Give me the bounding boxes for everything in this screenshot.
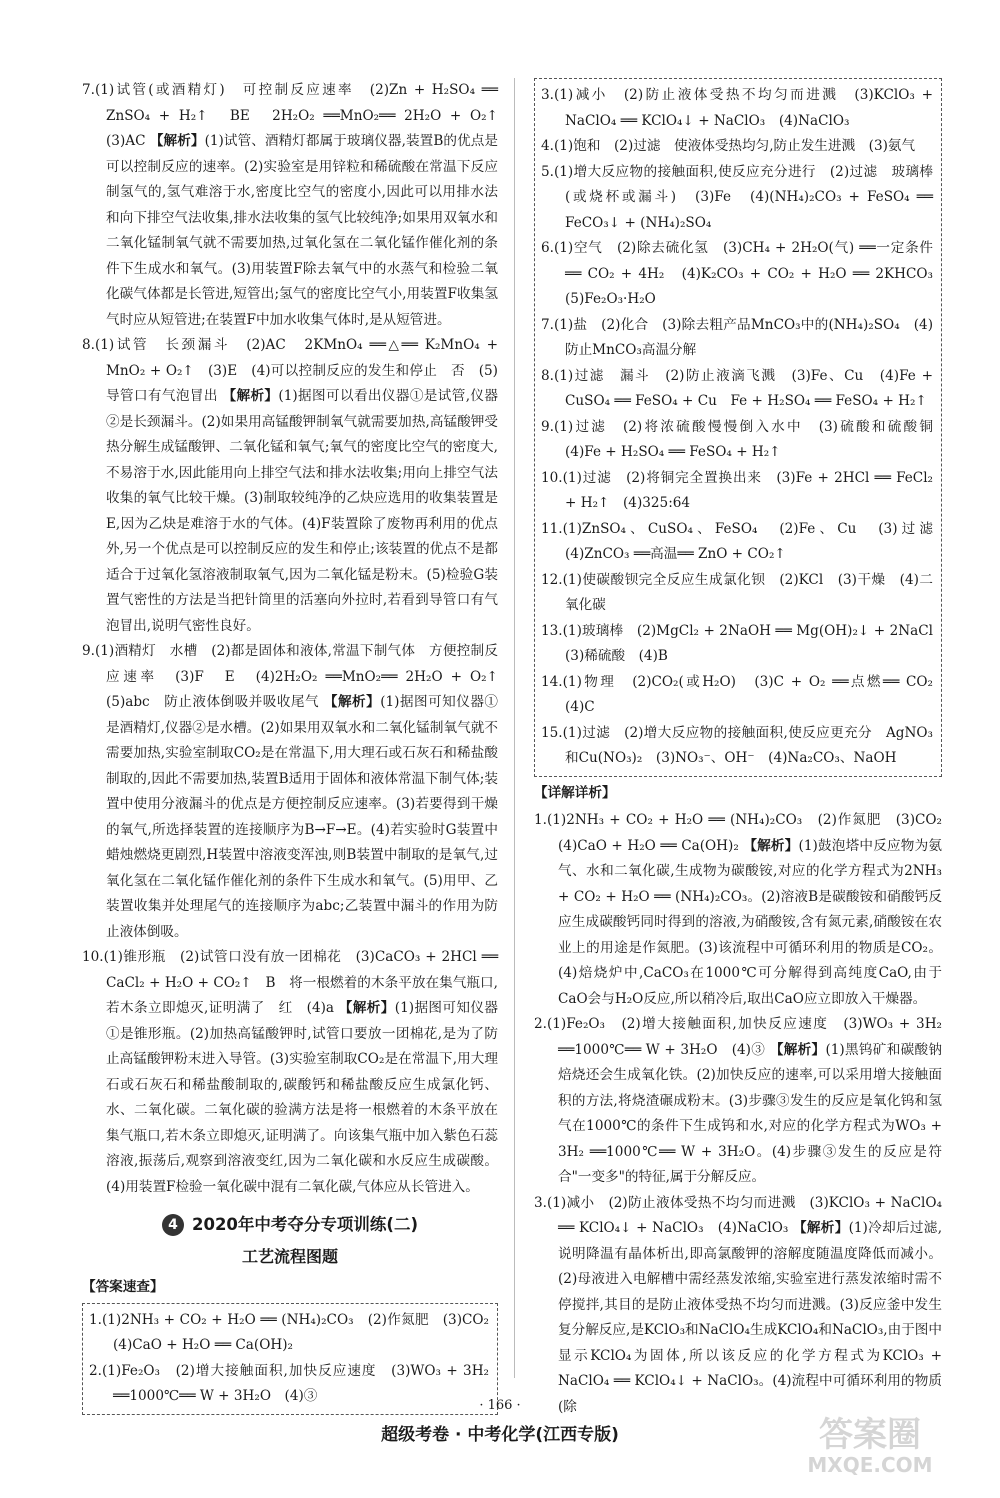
analysis-text: (1)据图可以看出仪器①是试管,仪器②是长颈漏斗。(2)如果用高锰酸钾制氧气就需要加热,高锰酸钾受热分解生成锰酸钾、二氧化锰和氧气;氧气的密度比空气的密度大,不易溶于水,因此能用向上排空气法和排水法收集;用向上排空气法收集的氧气比较干燥。(3)制取较纯净的乙炔应选用的收集装置是E,因为乙炔是难溶于水的气体。(4)F装置除了废物再利用的优点外,另一个优点是可以控制反应的发生和停止;该装置的优点不是都适合于过氧化氢溶液制取氧气,因为二氧化锰是粉末。(5)检验G装置气密性的方法是当把针筒里的活塞向外拉时,若看到导管口有气泡冒出,说明气密性良好。 <box>106 388 499 634</box>
answer-quick-label: 【答案速查】 <box>82 1279 164 1295</box>
analysis-tag: 【解析】 <box>222 388 279 404</box>
analysis-text: (1)冷却后过滤,说明降温有晶体析出,即高氯酸钾的溶解度随温度降低而减小。(2)母液进入电解槽中需经蒸发浓缩,实验室进行蒸发浓缩时需不停搅拌,其目的是防止液体受热不均匀而进溅。(3)反应釜中发生复分解反应,是KClO₃和NaClO₄生成KClO₄和NaClO₃,由于图中显示KClO₄为固体,所以该反应的化学方程式为KClO₃ + NaClO₄ ══ KClO₄↓ + NaClO₃。(4)流程中可循环利用的物质(除 <box>558 1220 943 1415</box>
quick-answer-1: 1.(1)2NH₃ + CO₂ + H₂O ══ (NH₄)₂CO₃ (2)作氮肥 (3)CO₂ (4)CaO + H₂O ══ Ca(OH)₂ <box>89 1311 503 1353</box>
quick-answer-6: 6.(1)空气 (2)除去硫化氢 (3)CH₄ + 2H₂O(气) ══一定条件══ CO₂ + 4H₂ (4)K₂CO₃ + CO₂ + H₂O ══ 2KHCO₃ (5)Fe₂O₃·H₂O <box>541 240 947 307</box>
section-title: 2020年中考夺分专项训练(二) <box>191 1215 418 1234</box>
answer-10 <box>82 945 498 1200</box>
analysis-text: (1)据图可知仪器①是酒精灯,仪器②是水槽。(2)如果用双氧水和二氧化锰制氧气就不需要加热,实验室制取CO₂是在常温下,用大理石或石灰石和稀盐酸制取的,因此不需要加热,装置B适用于固体和液体常温下制气体;装置中使用分液漏斗的优点是方便控制反应速率。(3)若要得到干燥的氧气,所选择装置的连接顺序为B→F→E。(4)若实验时G装置中蜡烛燃烧更剧烈,H装置中溶液变浑浊,则B装置中制取的是氧气,过氧化氢在二氧化锰作催化剂的条件下生成水和氧气。(5)用甲、乙装置收集并处理尾气的连接顺序为abc;乙装置中漏斗的作用为防止液体倒吸。 <box>106 694 498 940</box>
quick-answer-3: 3.(1)减小 (2)防止液体受热不均匀而进溅 (3)KClO₃ + NaClO₄ ══ KClO₄↓ + NaClO₃ (4)NaClO₃ <box>541 87 933 129</box>
page-number: · 166 · <box>479 1398 521 1413</box>
book-title: 超级考卷 · 中考化学(江西专版) <box>381 1425 619 1445</box>
answer-text: 3.(1)减小 (2)防止液体受热不均匀而进溅 (3)KClO₃ + NaClO₄ ══ KClO₄↓ + NaClO₃ (4)NaClO₃ <box>534 1194 942 1236</box>
watermark-cn: 答案圈 <box>819 1415 921 1455</box>
quick-answer-14: 14.(1)物理 (2)CO₂(或H₂O) (3)C + O₂ ══点燃══ CO₂ (4)C <box>541 673 947 715</box>
analysis-tag: 【解析】 <box>323 694 381 710</box>
answer-text: 8.(1)试管 长颈漏斗 (2)AC 2KMnO₄ ══△══ K₂MnO₄ + MnO₂ + O₂↑ (3)E (4)可以控制反应的发生和停止 否 (5)导管口有气泡冒出 <box>82 337 498 404</box>
watermark-logo <box>780 1408 960 1478</box>
analysis-tag: 【解析】 <box>338 1000 395 1016</box>
quick-answer-12: 12.(1)使碳酸钡完全反应生成氯化钡 (2)KCl (3)干燥 (4)二氧化碳 <box>541 571 933 613</box>
detail-3 <box>534 1191 942 1421</box>
answer-text: 10.(1)锥形瓶 (2)试管口没有放一团棉花 (3)CaCO₃ + 2HCl ══ CaCl₂ + H₂O + CO₂↑ B 将一根燃着的木条平放在集气瓶口,若木条立即熄灭,证明满了 红 (4)a <box>82 949 498 1016</box>
quick-answer-11: 11.(1)ZnSO₄、CuSO₄、FeSO₄ (2)Fe、Cu (3)过滤 (4)ZnCO₃ ══高温══ ZnO + CO₂↑ <box>541 520 947 562</box>
quick-answer-7: 7.(1)盐 (2)化合 (3)除去粗产品MnCO₃中的(NH₄)₂SO₄ (4)防止MnCO₃高温分解 <box>541 316 933 358</box>
detail-analysis-label: 【详解详析】 <box>534 784 616 801</box>
quick-answer-10: 10.(1)过滤 (2)将铜完全置换出来 (3)Fe + 2HCl ══ FeCl₂ + H₂↑ (4)325:64 <box>541 469 933 511</box>
analysis-tag: 【解析】 <box>743 837 799 854</box>
column-divider <box>514 78 515 1378</box>
answer-9 <box>82 639 512 945</box>
section-number-badge: 4 <box>162 1214 184 1236</box>
analysis-tag: 【解析】 <box>769 1041 826 1058</box>
analysis-tag: 【解析】 <box>149 133 205 149</box>
section-heading <box>82 1212 498 1238</box>
answer-text: 9.(1)酒精灯 水槽 (2)都是固体和液体,常温下制气体 方便控制反应速率 (3)F E (4)2H₂O₂ ══MnO₂══ 2H₂O + O₂↑ (5)abc 防止液体倒吸并吸收尾气 <box>82 643 512 710</box>
answer-text: 2.(1)Fe₂O₃ (2)增大接触面积,加快反应速度 (3)WO₃ + 3H₂ ══1000℃══ W + 3H₂O (4)③ <box>534 1016 942 1058</box>
analysis-text: (1)鼓泡塔中反应物为氨气、水和二氧化碳,生成物为碳酸铵,对应的化学方程式为2NH₃ + CO₂ + H₂O ══ (NH₄)₂CO₃。(2)溶液B是碳酸铵和硝酸钙反应生成碳酸钙同时得到的溶液,为硝酸铵,含有氮元素,硝酸铵在农业上的用途是作氮肥。(3)该流程中可循环利用的物质是CO₂。(4)焙烧炉中,CaCO₃在1000℃可分解得到高纯度CaO,由于CaO会与H₂O反应,所以稍冷后,取出CaO应立即放入干燥器。 <box>558 837 942 1007</box>
answer-7 <box>82 78 512 333</box>
analysis-text: (1)黑钨矿和碳酸钠焙烧还会生成氧化铁。(2)加快反应的速率,可以采用增大接触面积的方法,将烧渣碾成粉末。(3)步骤③发生的反应是氧化钨和氢气在1000℃的条件下生成钨和水,对应的化学方程式为WO₃ + 3H₂ ══1000℃══ W + 3H₂O。(4)步骤③发生的反应是符合"一变多"的特征,属于分解反应。 <box>558 1041 943 1185</box>
analysis-tag: 【解析】 <box>792 1220 849 1236</box>
quick-answer-15: 15.(1)过滤 (2)增大反应物的接触面积,使反应更充分 AgNO₃和Cu(NO₃)₂ (3)NO₃⁻、OH⁻ (4)Na₂CO₃、NaOH <box>541 724 933 766</box>
detail-2 <box>534 1012 942 1191</box>
quick-answer-13: 13.(1)玻璃棒 (2)MgCl₂ + 2NaOH ══ Mg(OH)₂↓ + 2NaCl (3)稀硫酸 (4)B <box>541 622 947 664</box>
right-column <box>534 78 956 1420</box>
detail-1 <box>534 808 956 1012</box>
quick-answer-4: 4.(1)饱和 (2)过滤 使液体受热均匀,防止发生进溅 (3)氨气 <box>541 138 916 154</box>
answer-text: 7.(1)试管(或酒精灯) 可控制反应速率 (2)Zn + H₂SO₄ ══ ZnSO₄ + H₂↑ BE 2H₂O₂ ══MnO₂══ 2H₂O + O₂↑ (3)AC <box>82 82 512 149</box>
quick-answer-9: 9.(1)过滤 (2)将浓硫酸慢慢倒入水中 (3)硫酸和硫酸铜 (4)Fe + H₂SO₄ ══ FeSO₄ + H₂↑ <box>541 418 947 460</box>
quick-answer-2: 2.(1)Fe₂O₃ (2)增大接触面积,加快反应速度 (3)WO₃ + 3H₂ ══1000℃══ W + 3H₂O (4)③ <box>89 1362 489 1404</box>
answer-8 <box>82 333 498 639</box>
answer-text: 1.(1)2NH₃ + CO₂ + H₂O ══ (NH₄)₂CO₃ (2)作氮肥 (3)CO₂ (4)CaO + H₂O ══ Ca(OH)₂ <box>534 812 956 854</box>
analysis-text: (1)据图可知仪器①是锥形瓶。(2)加热高锰酸钾时,试管口要放一团棉花,是为了防止高锰酸钾粉末进入导管。(3)实验室制取CO₂是在常温下,用大理石或石灰石和稀盐酸制取的,碳酸钙和稀盐酸反应生成氯化钙、水、二氧化碳。二氧化碳的验满方法是将一根燃着的木条平放在集气瓶口,若木条立即熄灭,证明满了。向该集气瓶中加入紫色石蕊溶液,振荡后,观察到溶液变红,因为二氧化碳和水反应生成碳酸。(4)用装置F检验一氧化碳中混有二氧化碳,气体应从长管进入。 <box>106 1000 499 1195</box>
analysis-text: (1)试管、酒精灯都属于玻璃仪器,装置B的优点是可以控制反应的速率。(2)实验室是用锌粒和稀硫酸在常温下反应制氢气的,氢气难溶于水,密度比空气的密度小,因此可以用排水法和向下排空气法收集,排水法收集的氢气比较纯净;如果用双氧水和二氧化锰制氧气就不需要加热,过氧化氢在二氧化锰作催化剂的条件下生成水和氧气。(3)用装置F除去氧气中的水蒸气和检验二氧化碳气体都是长管进,短管出;氢气的密度比空气小,用装置F收集氢气时应从短管进;在装置F中加水收集气体时,是从短管进。 <box>106 133 499 328</box>
quick-answer-8: 8.(1)过滤 漏斗 (2)防止液滴飞溅 (3)Fe、Cu (4)Fe + CuSO₄ ══ FeSO₄ + Cu Fe + H₂SO₄ ══ FeSO₄ + H₂↑ <box>541 367 933 409</box>
watermark-en: MXQE.COM <box>807 1453 933 1477</box>
quick-answer-5: 5.(1)增大反应物的接触面积,使反应充分进行 (2)过滤 玻璃棒(或烧杯或漏斗) (3)Fe (4)(NH₄)₂CO₃ + FeSO₄ ══ FeCO₃↓ + (NH₄)₂SO₄ <box>541 163 933 231</box>
section-subtitle: 工艺流程图题 <box>241 1246 338 1266</box>
answer-quick-box-right <box>534 78 947 777</box>
